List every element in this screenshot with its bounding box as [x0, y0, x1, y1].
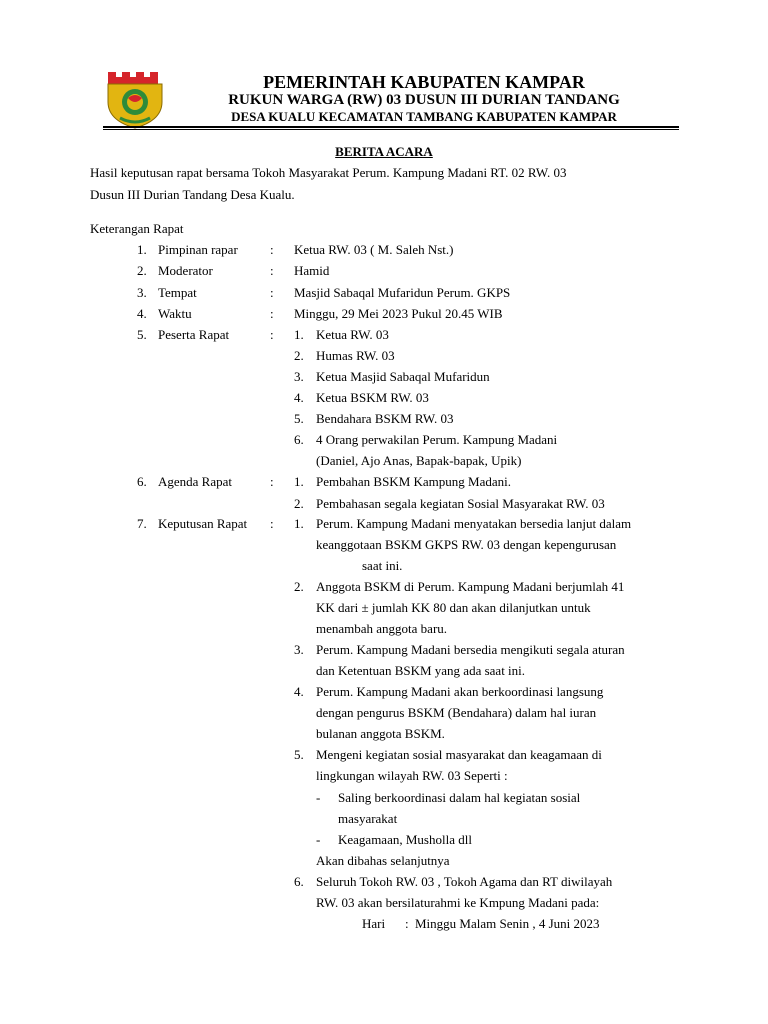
sub-number: 5.: [294, 411, 304, 426]
intro-line-2: Dusun III Durian Tandang Desa Kualu.: [90, 187, 295, 202]
keputusan-line: RW. 03 akan bersilaturahmi ke Kmpung Madani pada:: [316, 895, 600, 910]
keputusan-line: keanggotaan BSKM GKPS RW. 03 dengan kepengurusan: [316, 537, 617, 552]
sub-number: 5.: [294, 747, 304, 762]
keputusan-line: menambah anggota baru.: [316, 621, 448, 636]
agenda-item: Pembahasan segala kegiatan Sosial Masyarakat RW. 03: [316, 496, 605, 511]
sub-number: 1.: [294, 327, 304, 342]
agenda-item: Pembahan BSKM Kampung Madani.: [316, 474, 511, 489]
item-label: Waktu: [158, 306, 192, 321]
keputusan-line: Akan dibahas selanjutnya: [316, 853, 450, 868]
sub-number: 2.: [294, 579, 304, 594]
sub-number: 3.: [294, 642, 304, 657]
header-subtitle: RUKUN WARGA (RW) 03 DUSUN III DURIAN TANDANG: [228, 92, 620, 108]
sub-number: 4.: [294, 684, 304, 699]
sub-number: 2.: [294, 496, 304, 511]
peserta-item: Ketua Masjid Sabaqal Mufaridun: [316, 369, 490, 384]
intro-line-1: Hasil keputusan rapat bersama Tokoh Masyarakat Perum. Kampung Madani RT. 02 RW. 03: [90, 165, 567, 180]
header-rule-thick: [103, 126, 679, 128]
sub-number: 6.: [294, 432, 304, 447]
sub-number: 3.: [294, 369, 304, 384]
dash-bullet: -: [316, 790, 321, 805]
keputusan-line: Perum. Kampung Madani akan berkoordinasi langsung: [316, 684, 604, 699]
item-colon: :: [270, 474, 274, 489]
keputusan-line: Seluruh Tokoh RW. 03 , Tokoh Agama dan RT diwilayah: [316, 874, 613, 889]
peserta-item: Ketua RW. 03: [316, 327, 389, 342]
sub-number: 6.: [294, 874, 304, 889]
sub-number: 1.: [294, 474, 304, 489]
item-colon: :: [270, 242, 274, 257]
item-number: 2.: [137, 263, 147, 278]
keputusan-line: Anggota BSKM di Perum. Kampung Madani berjumlah 41: [316, 579, 625, 594]
keputusan-line: saat ini.: [362, 558, 403, 573]
header-title: PEMERINTAH KABUPATEN KAMPAR: [263, 72, 585, 92]
item-number: 6.: [137, 474, 147, 489]
peserta-item: Bendahara BSKM RW. 03: [316, 411, 454, 426]
keputusan-line: dan Ketentuan BSKM yang ada saat ini.: [316, 663, 526, 678]
item-value: Masjid Sabaqal Mufaridun Perum. GKPS: [294, 285, 511, 300]
keputusan-line: bulanan anggota BSKM.: [316, 726, 445, 741]
item-colon: :: [270, 327, 274, 342]
item-label: Pimpinan rapar: [158, 242, 238, 257]
hari-value: Minggu Malam Senin , 4 Juni 2023: [415, 916, 600, 931]
item-colon: :: [270, 306, 274, 321]
item-value: Hamid: [294, 263, 330, 278]
keputusan-line: Mengeni kegiatan sosial masyarakat dan keagamaan di: [316, 747, 602, 762]
document-title: BERITA ACARA: [335, 144, 433, 159]
keputusan-line: KK dari ± jumlah KK 80 dan akan dilanjutkan untuk: [316, 600, 591, 615]
peserta-item-continuation: (Daniel, Ajo Anas, Bapak-bapak, Upik): [316, 453, 522, 468]
item-colon: :: [270, 516, 274, 531]
item-number: 3.: [137, 285, 147, 300]
keputusan-line: lingkungan wilayah RW. 03 Seperti :: [316, 768, 508, 783]
item-label: Keputusan Rapat: [158, 516, 248, 531]
hari-label: Hari: [362, 916, 386, 931]
keputusan-line: dengan pengurus BSKM (Bendahara) dalam hal iuran: [316, 705, 597, 720]
keputusan-subline: Saling berkoordinasi dalam hal kegiatan sosial: [338, 790, 581, 805]
peserta-item: Humas RW. 03: [316, 348, 395, 363]
peserta-item: Ketua BSKM RW. 03: [316, 390, 429, 405]
header-address: DESA KUALU KECAMATAN TAMBANG KABUPATEN KAMPAR: [231, 109, 617, 124]
item-number: 5.: [137, 327, 147, 342]
item-number: 1.: [137, 242, 147, 257]
keputusan-subline: Keagamaan, Musholla dll: [338, 832, 472, 847]
item-number: 7.: [137, 516, 147, 531]
item-colon: :: [270, 263, 274, 278]
item-label: Moderator: [158, 263, 213, 278]
sub-number: 4.: [294, 390, 304, 405]
peserta-item: 4 Orang perwakilan Perum. Kampung Madani: [316, 432, 558, 447]
sub-number: 1.: [294, 516, 304, 531]
item-colon: :: [270, 285, 274, 300]
item-value: Minggu, 29 Mei 2023 Pukul 20.45 WIB: [294, 306, 503, 321]
dash-bullet: -: [316, 832, 321, 847]
item-value: Ketua RW. 03 ( M. Saleh Nst.): [294, 242, 454, 257]
keputusan-line: Perum. Kampung Madani bersedia mengikuti segala aturan: [316, 642, 625, 657]
header-rule-thin: [103, 129, 679, 130]
hari-colon: :: [405, 916, 409, 931]
item-label: Peserta Rapat: [158, 327, 230, 342]
item-label: Agenda Rapat: [158, 474, 233, 489]
section-heading: Keterangan Rapat: [90, 221, 184, 236]
item-number: 4.: [137, 306, 147, 321]
item-label: Tempat: [158, 285, 197, 300]
keputusan-subline: masyarakat: [338, 811, 398, 826]
sub-number: 2.: [294, 348, 304, 363]
keputusan-line: Perum. Kampung Madani menyatakan bersedia lanjut dalam: [316, 516, 632, 531]
